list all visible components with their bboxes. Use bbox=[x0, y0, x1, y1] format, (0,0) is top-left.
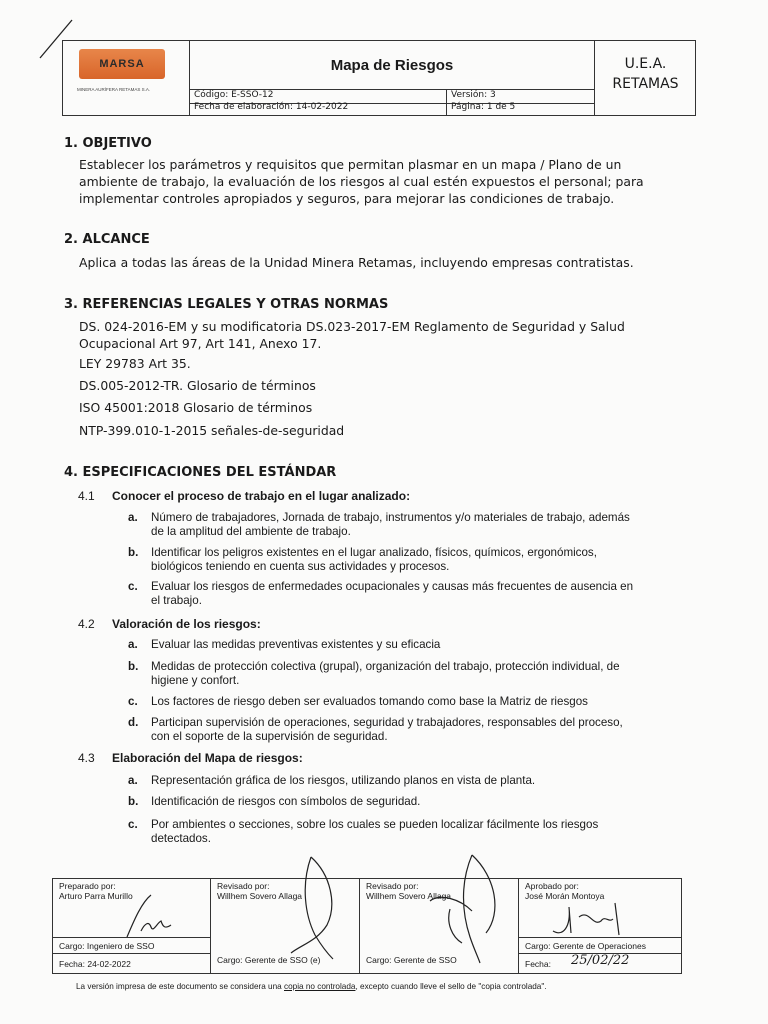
sig-name: Willhem Sovero Allaga bbox=[217, 891, 303, 901]
heading-referencias: 3. REFERENCIAS LEGALES Y OTRAS NORMAS bbox=[64, 297, 389, 312]
signature-revisado-2 bbox=[360, 879, 519, 973]
footer-underlined: copia no controlada bbox=[284, 982, 356, 991]
item-letter: d. bbox=[128, 716, 139, 729]
item-line: Por ambientes o secciones, sobre los cuales se pueden localizar fácilmente los riesgos bbox=[151, 818, 599, 831]
fecha-elaboracion: Fecha de elaboración: 14-02-2022 bbox=[194, 102, 349, 112]
reference-line: DS. 024-2016-EM y su modificatoria DS.023-2017-EM Reglamento de Seguridad y Salud bbox=[79, 319, 625, 334]
objetivo-text bbox=[79, 156, 644, 207]
item-line: detectados. bbox=[151, 832, 211, 845]
item-line: higiene y confort. bbox=[151, 674, 240, 687]
signature-preparado bbox=[53, 879, 211, 973]
item-line: Identificar los peligros existentes en el lugar analizado, físicos, químicos, ergonómicos, bbox=[151, 546, 597, 559]
document-header bbox=[62, 40, 696, 116]
item-letter: c. bbox=[128, 580, 138, 593]
version: Versión: 3 bbox=[446, 90, 496, 103]
footer-text: , excepto cuando lleve el sello de "copia controlada". bbox=[355, 982, 547, 991]
heading-alcance: 2. ALCANCE bbox=[64, 232, 150, 247]
item-letter: c. bbox=[128, 818, 138, 831]
uea-line2: RETAMAS bbox=[612, 76, 679, 92]
sig-cargo: Cargo: Ingeniero de SSO bbox=[59, 941, 155, 951]
list-item bbox=[128, 660, 688, 688]
list-item bbox=[128, 580, 688, 608]
subsection-number: 4.1 bbox=[78, 489, 95, 503]
reference-item: NTP-399.010-1-2015 señales-de-seguridad bbox=[79, 423, 345, 438]
list-item bbox=[128, 638, 688, 652]
item-letter: b. bbox=[128, 546, 139, 559]
logo-subtext: MINERA AURÍFERA RETAMAS S.A. bbox=[77, 87, 151, 92]
signature-table bbox=[52, 878, 682, 974]
item-line: Participan supervisión de operaciones, seguridad y trabajadores, responsables del proceso, bbox=[151, 716, 623, 729]
subsection-4-3 bbox=[78, 751, 303, 765]
handwritten-signature bbox=[400, 853, 510, 967]
item-letter: a. bbox=[128, 511, 138, 524]
item-line: Evaluar las medidas preventivas existentes y su eficacia bbox=[151, 638, 441, 651]
list-item bbox=[128, 774, 688, 788]
list-item bbox=[128, 795, 688, 809]
document-title: Mapa de Riesgos bbox=[190, 41, 594, 90]
footer-text: La versión impresa de este documento se considera una bbox=[76, 982, 284, 991]
row-divider bbox=[519, 937, 681, 938]
sig-label: Aprobado por: bbox=[525, 881, 579, 891]
item-line: el trabajo. bbox=[151, 594, 202, 607]
item-line: biológicos teniendo en cuenta sus actividades y procesos. bbox=[151, 560, 450, 573]
item-line: Número de trabajadores, Jornada de trabajo, instrumentos y/o materiales de trabajo, además bbox=[151, 511, 630, 524]
objetivo-line: implementar controles apropiados y seguros, para mejorar las condiciones de trabajo. bbox=[79, 191, 615, 206]
subsection-number: 4.3 bbox=[78, 751, 95, 765]
logo-text: MARSA bbox=[99, 58, 145, 70]
list-item bbox=[128, 695, 688, 709]
row-divider bbox=[53, 953, 210, 954]
uea-cell bbox=[594, 41, 696, 115]
reference-item: LEY 29783 Art 35. bbox=[79, 356, 191, 371]
subsection-title: Conocer el proceso de trabajo en el lugar analizado: bbox=[112, 489, 411, 503]
sig-name: Arturo Parra Murillo bbox=[59, 891, 133, 901]
logo-cell bbox=[63, 41, 190, 115]
item-letter: c. bbox=[128, 695, 138, 708]
item-line: Representación gráfica de los riesgos, utilizando planos en vista de planta. bbox=[151, 774, 536, 787]
item-line: con el soporte de la supervisión de seguridad. bbox=[151, 730, 388, 743]
item-letter: b. bbox=[128, 795, 139, 808]
signature-aprobado bbox=[519, 879, 681, 973]
footer-note bbox=[76, 982, 547, 991]
subsection-number: 4.2 bbox=[78, 617, 95, 631]
signature-revisado-1 bbox=[211, 879, 360, 973]
sig-name: José Morán Montoya bbox=[525, 891, 605, 901]
sig-fecha-label: Fecha: bbox=[525, 959, 551, 969]
list-item bbox=[128, 716, 688, 744]
sig-fecha-handwritten: 25/02/22 bbox=[571, 953, 630, 968]
sig-name: Willhem Sovero Allaga bbox=[366, 891, 452, 901]
reference-line: Ocupacional Art 97, Art 141, Anexo 17. bbox=[79, 336, 322, 351]
reference-item: ISO 45001:2018 Glosario de términos bbox=[79, 400, 313, 415]
list-item bbox=[128, 511, 688, 539]
sig-label: Revisado por: bbox=[217, 881, 270, 891]
subsection-title: Valoración de los riesgos: bbox=[112, 617, 261, 631]
subsection-4-2 bbox=[78, 617, 261, 631]
handwritten-signature bbox=[97, 893, 177, 943]
row-divider bbox=[53, 937, 210, 938]
heading-especificaciones: 4. ESPECIFICACIONES DEL ESTÁNDAR bbox=[64, 465, 337, 480]
meta-row-2 bbox=[190, 102, 594, 115]
reference-item bbox=[79, 318, 625, 352]
reference-item: DS.005-2012-TR. Glosario de términos bbox=[79, 378, 316, 393]
marsa-logo bbox=[79, 49, 165, 79]
item-line: de la amplitud del ambiente de trabajo. bbox=[151, 525, 351, 538]
alcance-text: Aplica a todas las áreas de la Unidad Minera Retamas, incluyendo empresas contratistas. bbox=[79, 255, 634, 270]
handwritten-signature bbox=[549, 897, 639, 939]
sig-label: Preparado por: bbox=[59, 881, 116, 891]
item-line: Identificación de riesgos con símbolos de seguridad. bbox=[151, 795, 421, 808]
sig-cargo: Cargo: Gerente de Operaciones bbox=[525, 941, 646, 951]
subsection-title: Elaboración del Mapa de riesgos: bbox=[112, 751, 303, 765]
objetivo-line: Establecer los parámetros y requisitos que permitan plasmar en un mapa / Plano de un bbox=[79, 157, 622, 172]
heading-objetivo: 1. OBJETIVO bbox=[64, 136, 152, 151]
item-line: Evaluar los riesgos de enfermedades ocupacionales y causas más frecuentes de ausencia en bbox=[151, 580, 634, 593]
subsection-4-1 bbox=[78, 489, 410, 503]
uea-line1: U.E.A. bbox=[624, 56, 667, 72]
sig-cargo: Cargo: Gerente de SSO bbox=[366, 955, 457, 965]
sig-fecha: Fecha: 24-02-2022 bbox=[59, 959, 131, 969]
sig-label: Revisado por: bbox=[366, 881, 419, 891]
item-letter: a. bbox=[128, 774, 138, 787]
item-letter: a. bbox=[128, 638, 138, 651]
codigo: Código: E-SSO-12 bbox=[194, 90, 274, 100]
item-letter: b. bbox=[128, 660, 139, 673]
sig-cargo: Cargo: Gerente de SSO (e) bbox=[217, 955, 321, 965]
list-item bbox=[128, 818, 688, 846]
item-line: Los factores de riesgo deben ser evaluados tomando como base la Matriz de riesgos bbox=[151, 695, 588, 708]
handwritten-signature bbox=[271, 855, 361, 965]
objetivo-line: ambiente de trabajo, la evaluación de los riesgos al cual estén expuestos el personal; para bbox=[79, 174, 644, 189]
list-item bbox=[128, 546, 688, 574]
pagina: Página: 1 de 5 bbox=[446, 102, 515, 115]
item-line: Medidas de protección colectiva (grupal), organización del trabajo, protección individual, de bbox=[151, 660, 620, 673]
